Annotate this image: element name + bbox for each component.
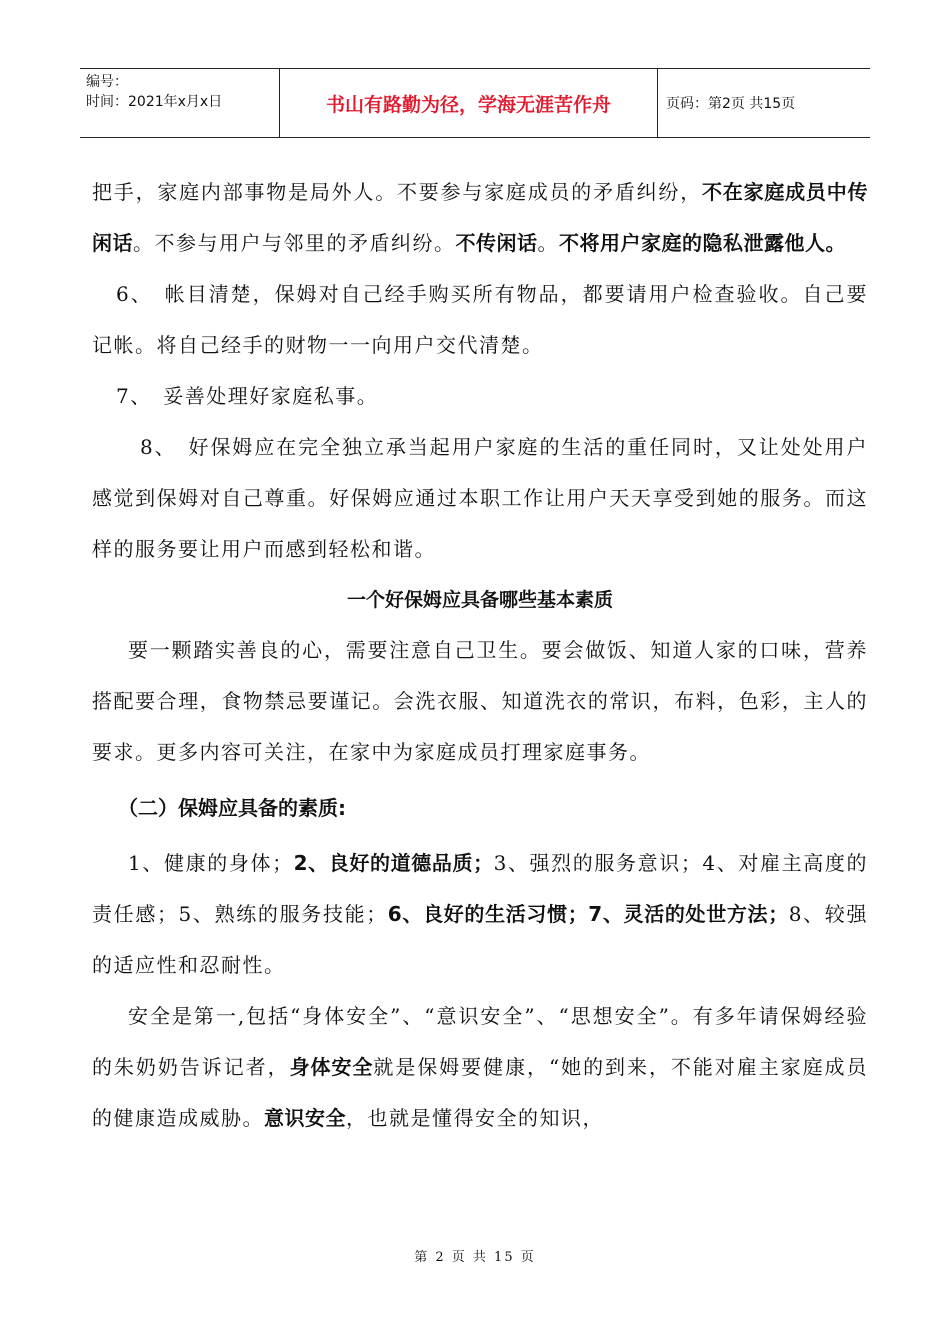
- paragraph-3: 7、 妥善处理好家庭私事。: [116, 384, 379, 408]
- p7-text-c: 就是保姆要健康，“她的到来，不能对雇主家庭成员的健康造成威胁。: [92, 1055, 869, 1130]
- p1-text-a: 把手，家庭内部事物是局外人。不要参与家庭成员的矛盾纠纷，: [92, 180, 702, 204]
- p6-text-c: 3、强烈的服务意识；4、对雇主高度的责任感；5、熟练的服务技能；: [92, 851, 868, 926]
- p7-bold-d: 意识安全: [264, 1106, 346, 1130]
- paragraph-7: [92, 991, 868, 1144]
- header-page-label: 页码：第2页 共15页: [666, 96, 796, 112]
- p1-bold-b: 不在家庭成员中传闲话: [92, 180, 869, 255]
- header-meta: [80, 69, 280, 137]
- p6-bold-b: 2、良好的道德品质；: [293, 851, 494, 875]
- document-body: [92, 167, 868, 1144]
- page-header: [80, 68, 870, 138]
- paragraph-1: [92, 167, 868, 269]
- paragraph-6: [92, 838, 868, 991]
- p6-bold-d: 6、良好的生活习惯；7、灵活的处世方法；: [387, 902, 789, 926]
- paragraph-4: 8、 好保姆应在完全独立承当起用户家庭的生活的重任同时，又让处处用户感觉到保姆对自己尊重。好保姆应通过本职工作让用户天天享受到她的服务。而这样的服务要让用户而感到轻松和谐。: [92, 435, 868, 561]
- p1-bold-d: 不传闲话: [455, 231, 538, 255]
- paragraph-2: 6、 帐目清楚，保姆对自己经手购买所有物品，都要请用户检查验收。自己要记帐。将自己经手的财物一一向用户交代清楚。: [92, 282, 868, 357]
- section-heading: （二）保姆应具备的素质:: [118, 796, 346, 820]
- header-motto: 书山有路勤为径，学海无涯苦作舟: [280, 69, 658, 137]
- p7-text-a: 安全是第一,包括“身体安全”、“意识安全”、“思想安全”。有多年请保姆经验的朱奶奶告诉记者，: [92, 1004, 868, 1079]
- page-footer: 第 2 页 共 15 页: [414, 1250, 536, 1265]
- p1-text-e: 。: [537, 231, 559, 255]
- p6-text-e: 8、较强的适应性和忍耐性。: [92, 902, 868, 977]
- p7-text-e: ，也就是懂得安全的知识，: [346, 1106, 604, 1130]
- p1-bold-f: 不将用户家庭的隐私泄露他人。: [559, 231, 846, 255]
- paragraph-5: 要一颗踏实善良的心，需要注意自己卫生。要会做饭、知道人家的口味，营养搭配要合理，食物禁忌要谨记。会洗衣服、知道洗衣的常识，布料，色彩，主人的要求。更多内容可关注，在家中为家庭成员打理家庭事务。: [92, 638, 868, 764]
- p7-bold-b: 身体安全: [289, 1055, 374, 1079]
- number-label: 编号：: [86, 74, 128, 90]
- p6-text-a: 1、健康的身体；: [128, 851, 294, 875]
- section-title: 一个好保姆应具备哪些基本素质: [346, 589, 613, 611]
- time-label: 时间：2021年x月x日: [86, 94, 223, 110]
- p1-text-c: 。不参与用户与邻里的矛盾纠纷。: [133, 231, 456, 255]
